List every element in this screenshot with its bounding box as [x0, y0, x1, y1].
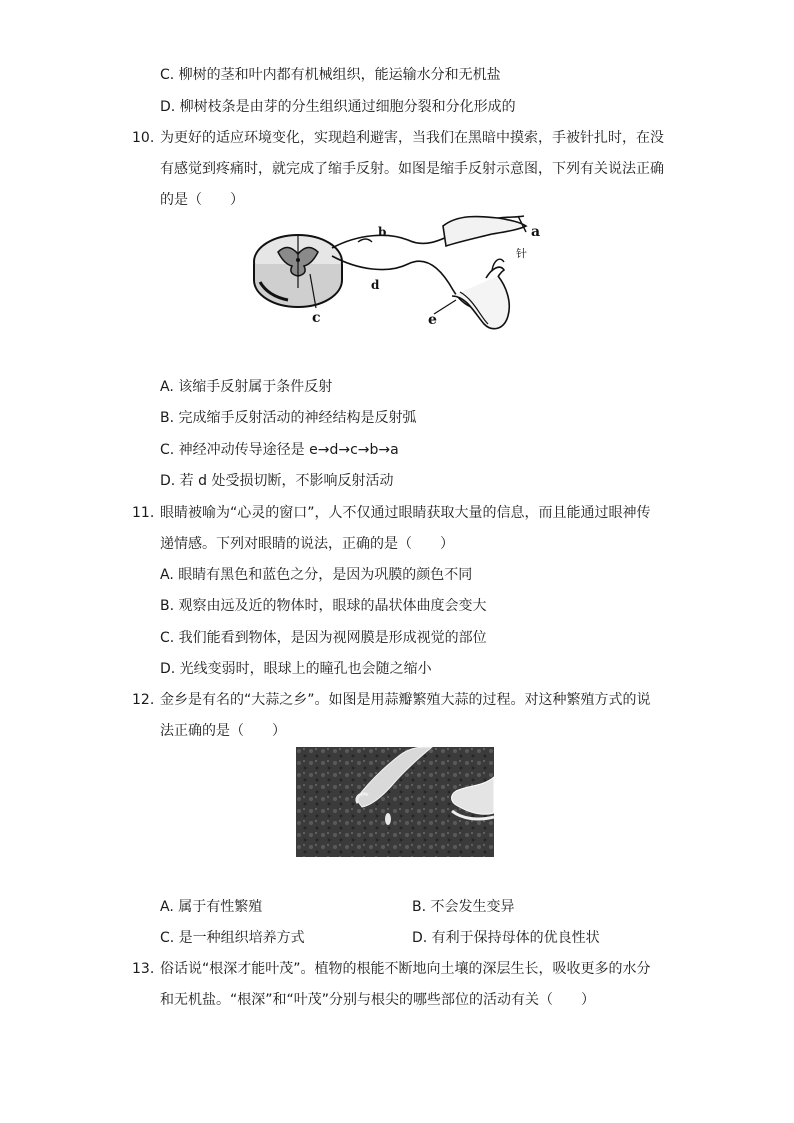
q10-number: 10. — [132, 130, 155, 146]
q10-option-d: D. 若 d 处受损切断，不影响反射活动 — [160, 473, 394, 489]
q9-option-d: D. 柳树枝条是由芽的分生组织通过细胞分裂和分化形成的 — [160, 99, 516, 115]
q12-stem-line2: 法正确的是（ ） — [160, 723, 286, 739]
q12-stem-line1: 金乡是有名的“大蒜之乡”。如图是用蒜瓣繁殖大蒜的过程。对这种繁殖方式的说 — [160, 692, 651, 708]
garlic-planting-illustration — [296, 747, 494, 857]
q10-option-a: A. 该缩手反射属于条件反射 — [160, 379, 333, 395]
q11-option-c: C. 我们能看到物体，是因为视网膜是形成视觉的部位 — [160, 630, 487, 646]
garlic-planting-photo — [296, 747, 494, 857]
q11-number: 11. — [132, 505, 155, 521]
q12-option-a: A. 属于有性繁殖 — [160, 899, 263, 915]
q13-number: 13. — [132, 961, 155, 977]
label-b: b — [378, 225, 387, 239]
q10-stem-line3: 的是（ ） — [160, 192, 244, 208]
q11-option-d: D. 光线变弱时，眼球上的瞳孔也会随之缩小 — [160, 661, 432, 677]
q10-stem-line2: 有感觉到疼痛时，就完成了缩手反射。如图是缩手反射示意图，下列有关说法正确 — [160, 161, 664, 177]
label-needle: 针 — [516, 247, 527, 260]
spinal-cord-cross-section — [254, 235, 342, 307]
label-e: e — [428, 312, 437, 328]
q10-stem-line1: 为更好的适应环境变化，实现趋利避害，当我们在黑暗中摸索，手被针扎时，在没 — [160, 130, 664, 146]
q13-stem-line2: 和无机盐。“根深”和“叶茂”分别与根尖的哪些部位的活动有关（ ） — [160, 992, 596, 1008]
q11-option-a: A. 眼睛有黑色和蓝色之分，是因为巩膜的颜色不同 — [160, 567, 473, 583]
label-c: c — [312, 310, 321, 326]
q11-stem-line1: 眼睛被喻为“心灵的窗口”，人不仅通过眼睛获取大量的信息，而且能通过眼神传 — [160, 505, 651, 521]
reflex-arc-diagram — [248, 212, 548, 342]
q12-number: 12. — [132, 692, 155, 708]
motor-nerve-d — [332, 256, 480, 310]
q12-option-b: B. 不会发生变异 — [412, 899, 515, 915]
q11-stem-line2: 递情感。下列对眼睛的说法，正确的是（ ） — [160, 536, 454, 552]
label-a: a — [531, 224, 541, 240]
q10-option-c: C. 神经冲动传导途径是 e→d→c→b→a — [160, 442, 399, 458]
label-d: d — [371, 278, 380, 292]
q11-option-b: B. 观察由远及近的物体时，眼球的晶状体曲度会变大 — [160, 598, 487, 614]
q12-option-c: C. 是一种组织培养方式 — [160, 930, 305, 946]
q13-stem-line1: 俗话说“根深才能叶茂”。植物的根能不断地向土壤的深层生长，吸收更多的水分 — [160, 961, 651, 977]
q10-option-b: B. 完成缩手反射活动的神经结构是反射弧 — [160, 410, 417, 426]
hand-arm — [443, 216, 526, 328]
q9-option-c: C. 柳树的茎和叶内都有机械组织，能运输水分和无机盐 — [160, 67, 501, 83]
q12-option-d: D. 有利于保持母体的优良性状 — [412, 930, 600, 946]
